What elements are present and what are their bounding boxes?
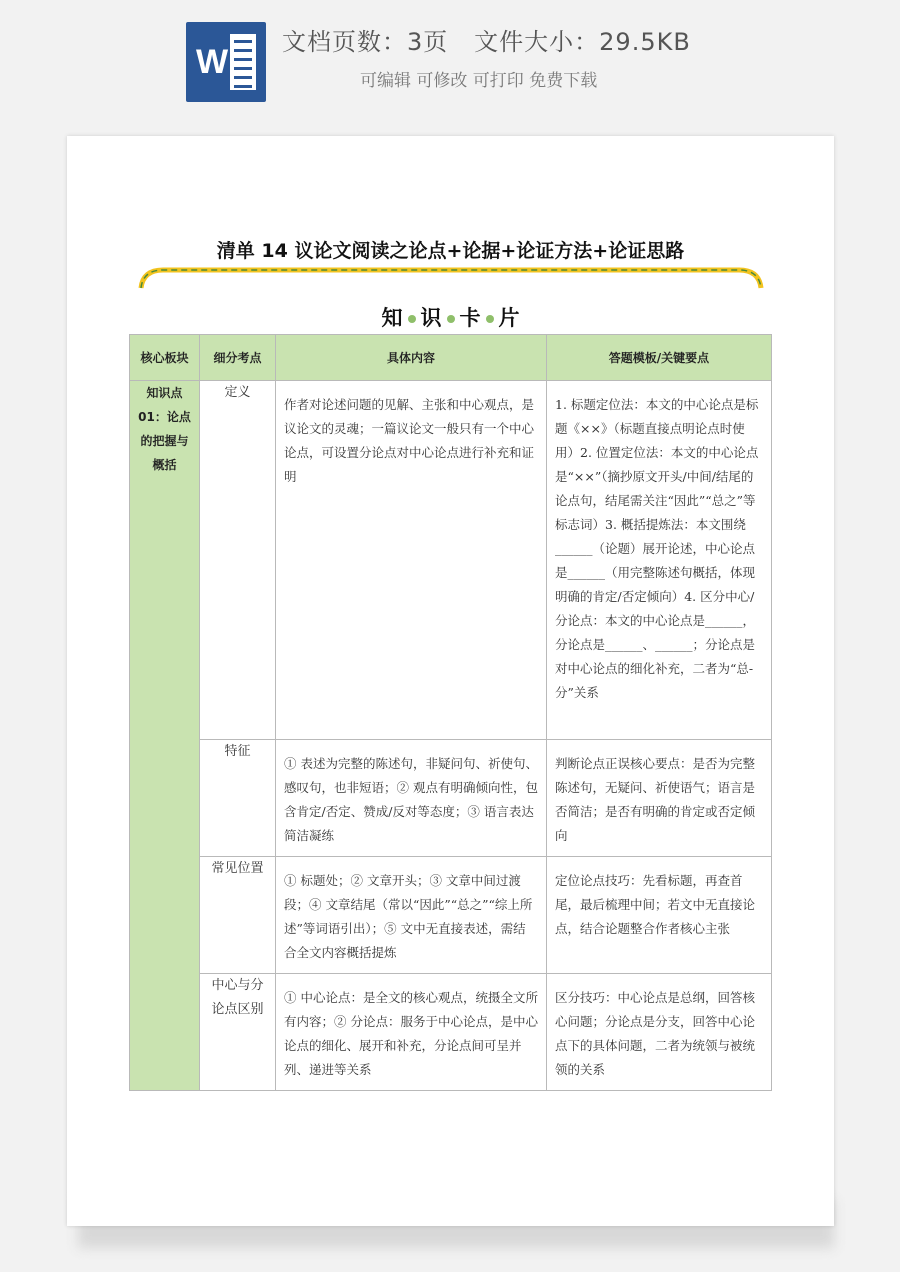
dot-icon	[408, 315, 416, 323]
card-title	[67, 302, 834, 332]
decorative-ribbon	[137, 266, 765, 290]
card-title-char: 知	[381, 306, 403, 330]
table-row	[130, 740, 772, 857]
content-cell: ① 中心论点：是全文的核心观点，统摄全文所有内容；② 分论点：服务于中心论点，是中心论点的细化、展开和补充，分论点间可呈并列、递进等关系	[276, 974, 547, 1091]
content-cell: ① 标题处；② 文章开头；③ 文章中间过渡段；④ 文章结尾（常以“因此”“总之”“综上所述”等词语引出）；⑤ 文中无直接表述，需结合全文内容概括提炼	[276, 857, 547, 974]
dot-icon	[447, 315, 455, 323]
template-cell: 判断论点正误核心要点：是否为完整陈述句，无疑问、祈使语气；语言是否简洁；是否有明确的肯定或否定倾向	[547, 740, 772, 857]
template-cell: 区分技巧：中心论点是总纲，回答核心问题；分论点是分支，回答中心论点下的具体问题，二者为统领与被统领的关系	[547, 974, 772, 1091]
column-header: 答题模板/关键要点	[547, 335, 772, 381]
point-cell: 常见位置	[200, 857, 276, 974]
content-cell: 作者对论述问题的见解、主张和中心观点，是议论文的灵魂；一篇议论文一般只有一个中心论点，可设置分论点对中心论点进行补充和证明	[276, 381, 547, 740]
word-letter: W	[196, 43, 229, 81]
document-meta: 文档页数：3页 文件大小：29.5KB	[282, 28, 691, 56]
document-features: 可编辑 可修改 可打印 免费下载	[360, 71, 598, 91]
dot-icon	[486, 315, 494, 323]
card-title-char: 卡	[459, 306, 481, 330]
module-label: 知识点01：论点的把握与概括	[138, 386, 191, 472]
card-title-char: 片	[498, 306, 520, 330]
document-title: 清单 14 议论文阅读之论点+论据+论证方法+论证思路	[216, 240, 685, 262]
table-header-row	[130, 335, 772, 381]
card-title-char: 识	[420, 306, 442, 330]
table-row	[130, 381, 772, 740]
point-cell: 特征	[200, 740, 276, 857]
table-row	[130, 857, 772, 974]
point-cell: 中心与分论点区别	[200, 974, 276, 1091]
word-document-icon	[186, 22, 266, 102]
knowledge-table	[129, 334, 772, 1091]
column-header: 具体内容	[276, 335, 547, 381]
column-header: 细分考点	[200, 335, 276, 381]
point-cell: 定义	[200, 381, 276, 740]
download-banner	[0, 0, 900, 120]
module-cell	[130, 381, 200, 1091]
document-page	[67, 136, 834, 1226]
template-cell: 1. 标题定位法：本文的中心论点是标题《××》（标题直接点明论点时使用）2. 位置定位法：本文的中心论点是“××”（摘抄原文开头/中间/结尾的论点句，结尾需关注“因此”“总之”等标志词）3. 概括提炼法：本文围绕______（论题）展开论述，中心论点是______（用完整陈述句概括，体现明确的肯定/否定倾向）4. 区分中心/分论点：本文的中心论点是______，分论点是______、______；分论点是对中心论点的细化补充，二者为“总-分”关系	[547, 381, 772, 740]
template-cell: 定位论点技巧：先看标题，再查首尾，最后梳理中间；若文中无直接论点，结合论题整合作者核心主张	[547, 857, 772, 974]
column-header: 核心板块	[130, 335, 200, 381]
table-row	[130, 974, 772, 1091]
content-cell: ① 表述为完整的陈述句，非疑问句、祈使句、感叹句，也非短语；② 观点有明确倾向性，包含肯定/否定、赞成/反对等态度；③ 语言表达简洁凝练	[276, 740, 547, 857]
